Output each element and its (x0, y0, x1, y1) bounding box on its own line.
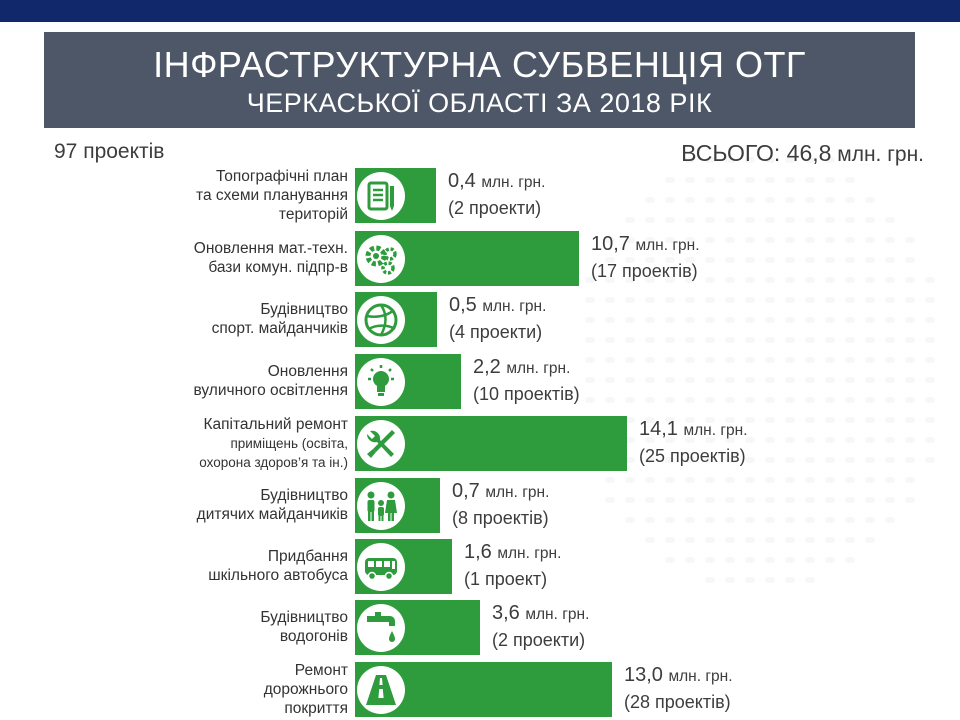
category-label-line: Топографічні план (216, 167, 348, 185)
title-line-2: ЧЕРКАСЬКОЇ ОБЛАСТІ ЗА 2018 РІК (246, 88, 713, 118)
value-label (449, 294, 546, 317)
value-label (452, 480, 549, 503)
project-count-label: (1 проект) (464, 569, 548, 589)
category-label (194, 239, 348, 277)
category-label-line: та схеми планування (196, 186, 348, 204)
value-label (624, 664, 733, 687)
category-label (199, 415, 348, 472)
value-number: 1,6 (464, 541, 498, 563)
background-dots (560, 130, 960, 600)
value-unit: млн. грн. (525, 606, 590, 623)
project-count-label: (2 проекти) (448, 198, 542, 218)
category-label-line: Ремонт (294, 661, 348, 679)
category-label-line: спорт. майданчиків (211, 320, 348, 337)
category-label-line: Оновлення мат.-техн. (193, 240, 348, 257)
category-label-line: бази комун. підпр-в (208, 259, 348, 276)
value-number: 13,0 (624, 664, 669, 686)
gears-icon (357, 235, 405, 283)
category-label (196, 167, 348, 224)
category-label-line: Будівництво (260, 301, 348, 318)
category-label-line: Придбання (267, 548, 348, 565)
category-label-line: водогонів (279, 628, 348, 645)
value-number: 0,4 (448, 170, 482, 192)
category-label-line: Будівництво (260, 609, 348, 626)
category-label-line: охорона здоров’я та ін.) (199, 454, 348, 470)
project-count-label: (8 проектів) (452, 508, 549, 528)
total-amount (681, 140, 924, 167)
value-number: 3,6 (492, 602, 526, 624)
value-label (639, 418, 748, 441)
title-banner (44, 32, 915, 128)
value-label (448, 170, 545, 193)
document-icon (357, 172, 405, 220)
value-unit: млн. грн. (485, 484, 550, 501)
category-label-line: приміщень (освіта, (230, 435, 348, 451)
value-number: 10,7 (591, 233, 636, 255)
project-count-label: (25 проектів) (639, 446, 746, 466)
value-unit: млн. грн. (506, 360, 571, 377)
value-number: 14,1 (639, 418, 684, 440)
category-label (212, 300, 348, 338)
category-label-line: Капітальний ремонт (203, 415, 348, 433)
project-count-label: (17 проектів) (591, 261, 698, 281)
category-label (208, 547, 348, 585)
title-line-1: ІНФРАСТРУКТУРНА СУБВЕНЦІЯ ОТГ (153, 44, 806, 85)
category-label-line: покриття (284, 699, 348, 717)
category-label-line: шкільного автобуса (208, 567, 348, 584)
value-unit: млн. грн. (481, 174, 546, 191)
bus-icon (357, 543, 405, 591)
value-number: 0,5 (449, 294, 483, 316)
tools-icon (357, 420, 405, 468)
project-count-label: (10 проектів) (473, 384, 580, 404)
value-label (464, 541, 561, 564)
total-value: 46,8 (786, 140, 832, 166)
lightbulb-icon (357, 358, 405, 406)
category-label-line: Оновлення (267, 363, 348, 380)
volleyball-icon (357, 296, 405, 344)
category-label (264, 661, 348, 718)
value-label (492, 602, 589, 625)
value-unit: млн. грн. (497, 545, 562, 562)
value-label (591, 233, 700, 256)
top-bar (0, 0, 960, 22)
category-label-line: дитячих майданчиків (196, 506, 348, 523)
value-label (473, 356, 570, 379)
family-icon (357, 482, 405, 530)
total-label: ВСЬОГО: (681, 140, 787, 166)
project-count-label: (2 проекти) (492, 630, 586, 650)
category-label (260, 608, 348, 646)
value-unit: млн. грн. (635, 237, 700, 254)
value-number: 2,2 (473, 356, 507, 378)
category-label-line: Будівництво (260, 487, 348, 504)
category-label (194, 362, 349, 400)
project-count-label: (4 проекти) (449, 322, 543, 342)
category-label-line: вуличного освітлення (193, 382, 348, 399)
value-number: 0,7 (452, 480, 486, 502)
value-unit: млн. грн. (683, 422, 748, 439)
total-unit: млн. грн. (831, 143, 924, 166)
projects-count: 97 проектів (54, 140, 165, 163)
category-label-line: територій (278, 205, 348, 223)
category-label-line: дорожнього (263, 680, 348, 698)
road-icon (357, 666, 405, 714)
project-count-label: (28 проектів) (624, 692, 731, 712)
value-unit: млн. грн. (668, 668, 733, 685)
value-unit: млн. грн. (482, 298, 547, 315)
category-label (197, 486, 348, 524)
water-tap-icon (357, 604, 405, 652)
